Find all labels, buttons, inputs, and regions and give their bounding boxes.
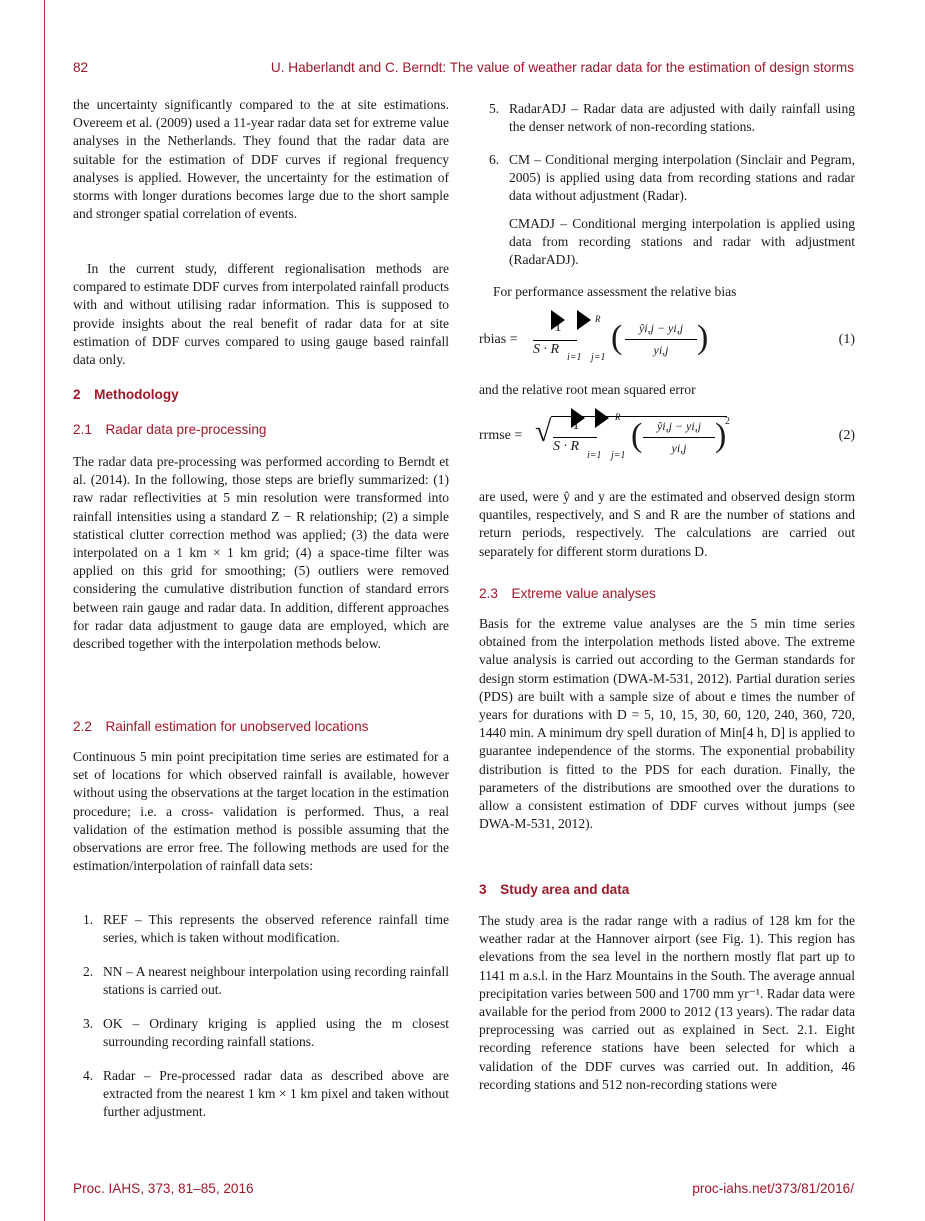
paragraph: the uncertainty significantly compared to the at site estimations. Overeem et al. (2009) used a 11-year radar data set for extreme value analyses in the Netherlands. They found that the radar data are suitable for the estimation of DDF curves if regional frequency analyses is applied. However, the uncertainty for the estimation of storms with longer durations becomes large due to the short sample and stronger spatial correlation of events. <box>73 97 449 222</box>
paragraph: Continuous 5 min point precipitation time series are estimated for a set of locations for which observed rainfall is available, however without using the observations at the target location in the estimation procedure; i.e. a cross- validation is performed. Thus, a real validation of the estimation method is possible assuming that the observations are error free. The following methods are used for the estimation/interpolation of rainfall data sets: <box>73 749 449 874</box>
sqrt-icon: √ <box>535 415 552 448</box>
eq-lower-limit: j=1 <box>591 352 606 363</box>
list-text: NN – A nearest neighbour interpolation using recording rainfall stations is carried out. <box>103 964 449 998</box>
paragraph: Basis for the extreme value analyses are the 5 min time series obtained from the interpolation methods listed above. The extreme value analysis is carried out according to the German standards for design storm estimation (DWA-M-531, 2012). Partial duration series (PDS) are built with a sample size of about e times the number of years for durations with D = 5, 10, 15, 30, 60, 120, 240, 360, 720, 1440 min. A minimum dry spell duration of Min[4 h, D] is applied to guarantee independence of the storms. The exponential probability distribution is fitted to the PDS for each duration. Finally, the parameters of the distributions are smoothed over the durations to allow a consistent estimation of DDF curves without jumps (see DWA-M-531, 2012). <box>479 616 855 832</box>
list-number: 6. <box>489 152 500 167</box>
list-text: REF – This represents the observed reference rainfall time series, which is taken without modification. <box>103 912 449 946</box>
list-item <box>73 963 449 999</box>
eq-lhs: rbias = <box>479 332 518 347</box>
list-number: 2. <box>83 964 94 979</box>
sum-icon <box>577 310 591 330</box>
eq-lower-limit: j=1 <box>611 450 626 461</box>
list-text: CMADJ – Conditional merging interpolation is applied using data from recording stations and radar with adjustment (RadarADJ). <box>509 216 855 268</box>
list-item <box>73 1067 449 1122</box>
paragraph: For performance assessment the relative bias <box>493 284 737 299</box>
list-item <box>73 911 449 947</box>
paragraph: are used, were ŷ and y are the estimated and observed design storm quantiles, respectively, and S and R are the number of stations and return periods, respectively. The calculations are carried out separately for different storm durations D. <box>479 489 855 559</box>
list-number: 5. <box>489 101 500 116</box>
sum-icon <box>551 310 565 330</box>
eq-denominator: S · R <box>553 439 580 454</box>
heading-text: 3 Study area and data <box>479 882 630 897</box>
running-title: U. Haberlandt and C. Berndt: The value of weather radar data for the estimation of design storms <box>270 60 854 75</box>
sum-icon <box>571 408 585 428</box>
list-number: 3. <box>83 1016 94 1031</box>
eq-numerator: 1 <box>572 418 580 433</box>
eq-numerator: 1 <box>554 320 562 335</box>
eq-lower-limit: i=1 <box>587 450 602 461</box>
list-item <box>479 151 855 206</box>
margin-rule <box>44 0 45 1221</box>
list-text: Radar – Pre-processed radar data as described above are extracted from the nearest 1 km × 1 km pixel and taken without further adjustment. <box>103 1068 449 1120</box>
list-number: 4. <box>83 1068 94 1083</box>
footer-url[interactable]: proc-iahs.net/373/81/2016/ <box>692 1181 854 1196</box>
subsection-heading: 2.2 Rainfall estimation for unobserved locations <box>73 719 369 734</box>
equation-number: (2) <box>838 428 855 443</box>
eq-upper-limit: R <box>595 314 601 324</box>
heading-text: 2 Methodology <box>73 387 179 402</box>
equation-1: rbias = 1 S · R R i=1 j=1 ( ŷi,j − yi,j yi,j ) (1) <box>479 312 855 372</box>
list-number: 1. <box>83 912 94 927</box>
eq-lower-limit: i=1 <box>567 352 582 363</box>
paragraph: In the current study, different regionalisation methods are compared to estimate DDF curves from interpolated rainfall products with and without utilising radar information. This is supposed to provide insights about the real benefit of radar data for at site estimation of DDF curves compared to using gauge based rainfall data only. <box>73 261 449 368</box>
footer-citation: Proc. IAHS, 373, 81–85, 2016 <box>73 1181 254 1196</box>
subsection-heading: 2.3 Extreme value analyses <box>479 586 656 601</box>
subsection-heading: 2.1 Radar data pre-processing <box>73 422 267 437</box>
sum-icon <box>595 408 609 428</box>
paragraph: and the relative root mean squared error <box>479 382 696 397</box>
eq-frac-den: yi,j <box>671 441 687 455</box>
list-text: RadarADJ – Radar data are adjusted with daily rainfall using the denser network of non-recording stations. <box>509 101 855 135</box>
eq-frac-num: ŷi,j − yi,j <box>638 321 684 335</box>
eq-upper-limit: R <box>615 412 621 422</box>
eq-lhs: rrmse = <box>479 428 523 443</box>
list-item-continuation <box>479 215 855 270</box>
list-text: OK – Ordinary kriging is applied using the m closest surrounding recording rainfall stations. <box>103 1016 449 1050</box>
eq-denominator: S · R <box>533 342 560 357</box>
list-item <box>479 100 855 136</box>
equation-2: rrmse = √ 1 S · R R i=1 j=1 ( ŷi,j − yi,j yi,j ) 2 (2) <box>479 404 855 464</box>
equation-number: (1) <box>838 332 855 347</box>
eq-frac-den: yi,j <box>653 343 669 357</box>
list-item <box>73 1015 449 1051</box>
section-heading <box>479 882 629 897</box>
eq-exponent: 2 <box>725 416 730 427</box>
paragraph: The study area is the radar range with a radius of 128 km for the weather radar at the Hannover airport (see Fig. 1). This region has elevations from the sea level in the northern mostly flat part up to 1141 m a.s.l. in the Harz Mountains in the South. The average annual precipitation varies between 500 and 1700 mm yr⁻¹. Radar data were available for the period from 2000 to 2012 (13 years). The radar data preprocessing was carried out as explained in Sect. 2.1. Eight recording reference stations have been selected for which a validation of the DDF curves was carried out. In addition, 46 recording stations and 512 non-recording stations were <box>479 913 855 1092</box>
page-number: 82 <box>73 60 89 75</box>
paragraph: The radar data pre-processing was performed according to Berndt et al. (2014). In the following, those steps are briefly summarized: (1) raw radar reflectivities at 5 min resolution were transformed into rainfall intensities using a standard Z − R relationship; (2) a simple statistical clutter correction method was applied; (3) the data were interpolated on a 1 km × 1 km grid; (4) a space-time filter was applied on this grid for smoothing; (5) outliers were removed considering the cumulative distribution function of standard errors between rain gauge and radar data. In addition, different approaches for radar data adjustment to gauge data are employed, which are described together with the interpolation methods below. <box>73 454 449 652</box>
list-text: CM – Conditional merging interpolation (Sinclair and Pegram, 2005) is applied using data from recording stations and radar data without adjustment (Radar). <box>509 152 855 204</box>
section-heading <box>73 387 179 402</box>
eq-frac-num: ŷi,j − yi,j <box>656 419 702 433</box>
